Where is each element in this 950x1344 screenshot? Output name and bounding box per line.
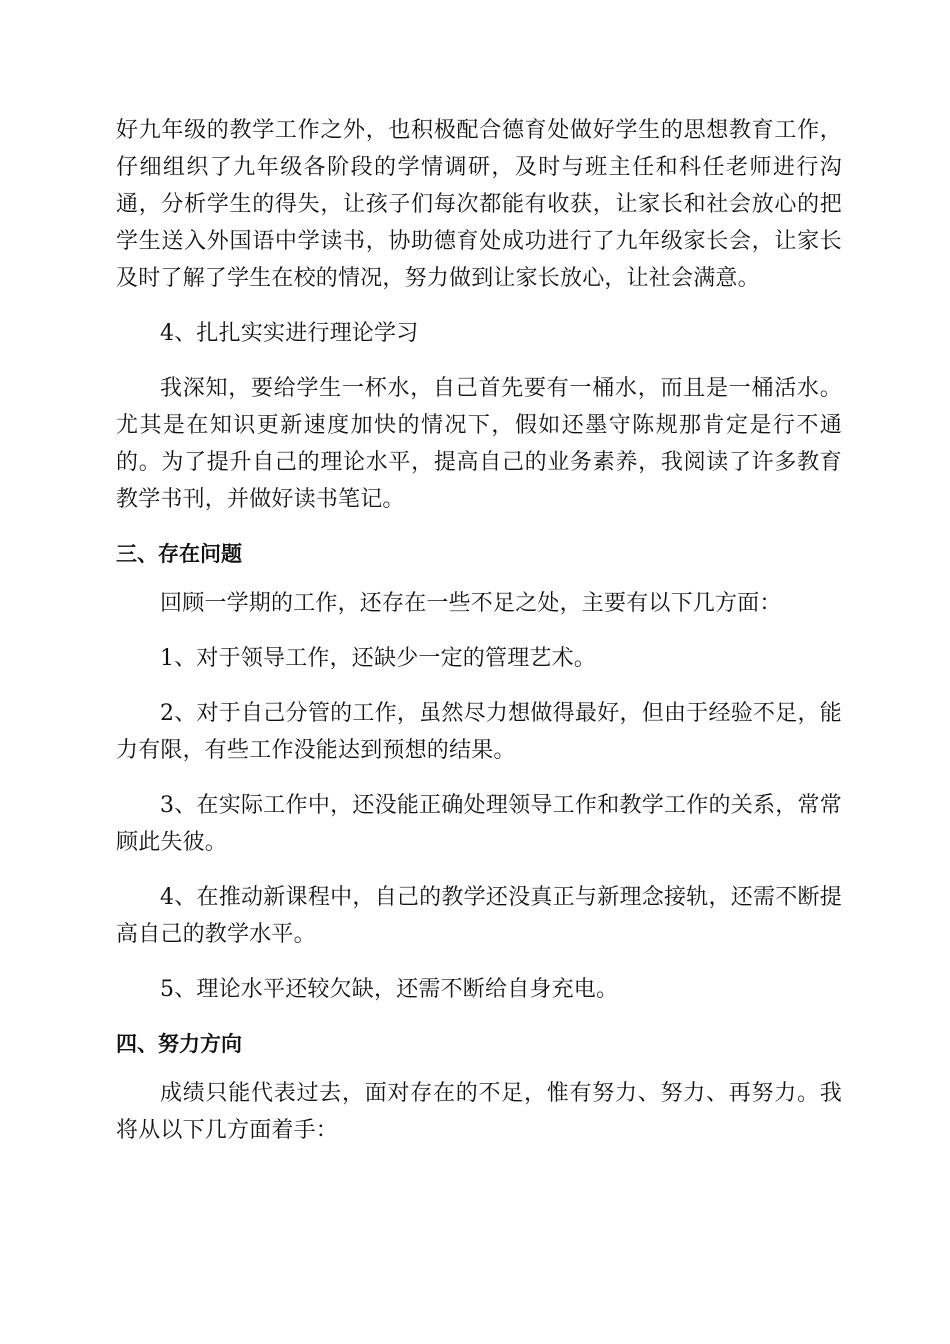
problem-item-1: 1、对于领导工作，还缺少一定的管理艺术。 — [160, 646, 596, 671]
problem-item-4: 4、在推动新课程中，自己的教学还没真正与新理念接轨，还需不断提高自己的教学水平。 — [116, 885, 842, 947]
paragraph-theory-study: 我深知，要给学生一杯水，自己首先要有一桶水，而且是一桶活水。尤其是在知识更新速度加快的情况下，假如还墨守陈规那肯定是行不通的。为了提升自己的理论水平，提高自己的业务素养，我阅读了许多教育教学书刊，并做好读书笔记。 — [116, 376, 842, 512]
paragraph-continued: 好九年级的教学工作之外，也积极配合德育处做好学生的思想教育工作，仔细组织了九年级各阶段的学情调研，及时与班主任和科任老师进行沟通，分析学生的得失，让孩子们每次都能有收获，让家长和社会放心的把学生送入外国语中学读书，协助德育处成功进行了九年级家长会，让家长及时了解了学生在校的情况，努力做到让家长放心，让社会满意。 — [116, 118, 842, 291]
problem-item-5: 5、理论水平还较欠缺，还需不断给自身充电。 — [160, 977, 619, 1002]
document-page — [116, 112, 842, 1149]
section-heading-problems: 三、存在问题 — [116, 542, 242, 566]
subheading-theory-study: 4、扎扎实实进行理论学习 — [160, 321, 419, 346]
problem-item-3: 3、在实际工作中，还没能正确处理领导工作和教学工作的关系，常常顾此失彼。 — [116, 793, 842, 855]
direction-intro: 成绩只能代表过去，面对存在的不足，惟有努力、努力、再努力。我将从以下几方面着手： — [116, 1081, 842, 1143]
section-heading-direction: 四、努力方向 — [116, 1032, 242, 1056]
problem-item-2: 2、对于自己分管的工作，虽然尽力想做得最好，但由于经验不足，能力有限，有些工作没能达到预想的结果。 — [116, 701, 842, 763]
problems-intro: 回顾一学期的工作，还存在一些不足之处，主要有以下几方面： — [160, 591, 782, 616]
